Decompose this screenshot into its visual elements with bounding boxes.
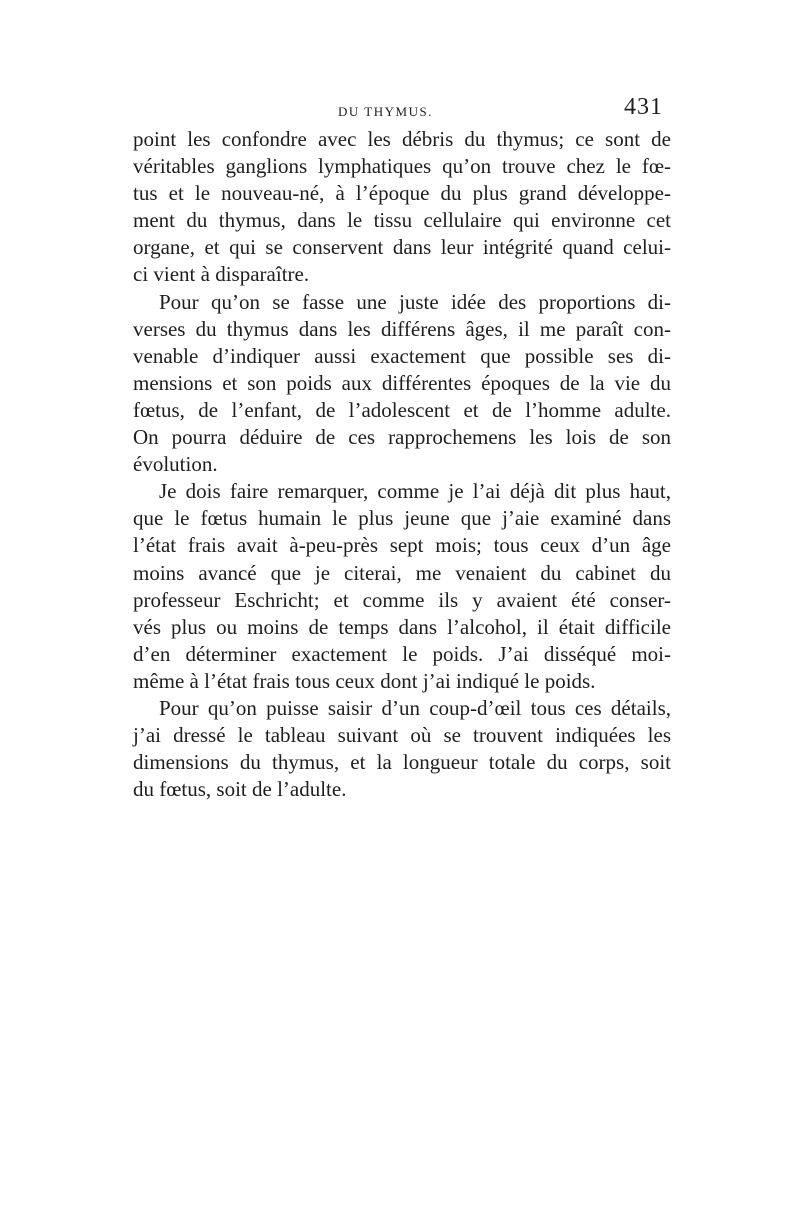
text-line: l’état frais avait à-peu-près sept mois; tous ceux d’un âge xyxy=(133,533,671,558)
text-line: mensions et son poids aux différentes époques de la vie du xyxy=(133,370,671,395)
text-line: verses du thymus dans les différens âges, il me paraît con- xyxy=(133,316,671,341)
running-title: DU THYMUS. xyxy=(338,104,433,119)
text-line: tus et le nouveau-né, à l’époque du plus grand développe- xyxy=(133,181,671,206)
text-line: moins avancé que je citerai, me venaient du cabinet du xyxy=(133,560,671,585)
text-line: Je dois faire remarquer, comme je l’ai déjà dit plus haut, xyxy=(159,479,671,504)
text-line: Pour qu’on se fasse une juste idée des proportions di- xyxy=(159,289,671,314)
text-line: vés plus ou moins de temps dans l’alcohol, il était difficile xyxy=(133,614,671,639)
text-line: organe, et qui se conservent dans leur intégrité quand celui- xyxy=(133,235,671,260)
text-line: professeur Eschricht; et comme ils y avaient été conser- xyxy=(133,587,671,612)
text-line: même à l’état frais tous ceux dont j’ai indiqué le poids. xyxy=(133,668,596,693)
text-line: dimensions du thymus, et la longueur totale du corps, soit xyxy=(133,750,671,775)
text-line: point les confondre avec les débris du thymus; ce sont de xyxy=(133,127,671,151)
page-number: 431 xyxy=(624,94,663,120)
text-line: que le fœtus humain le plus jeune que j’aie examiné dans xyxy=(133,506,671,531)
text-line: véritables ganglions lymphatiques qu’on trouve chez le fœ- xyxy=(133,154,671,179)
text-line: On pourra déduire de ces rapprochemens les lois de son xyxy=(133,425,671,450)
running-head xyxy=(0,94,800,124)
text-line: j’ai dressé le tableau suivant où se trouvent indiquées les xyxy=(133,723,671,748)
text-line: Pour qu’on puisse saisir d’un coup-d’œil tous ces détails, xyxy=(159,695,671,720)
text-line: évolution. xyxy=(133,452,218,477)
text-line: du fœtus, soit de l’adulte. xyxy=(133,777,347,802)
text-line: venable d’indiquer aussi exactement que possible ses di- xyxy=(133,343,671,368)
body-text xyxy=(133,126,671,803)
text-line: ci vient à disparaître. xyxy=(133,262,310,287)
text-line: fœtus, de l’enfant, de l’adolescent et de l’homme adulte. xyxy=(133,397,671,422)
text-line: d’en déterminer exactement le poids. J’ai disséqué moi- xyxy=(133,641,671,666)
text-line: ment du thymus, dans le tissu cellulaire qui environne cet xyxy=(133,208,671,233)
